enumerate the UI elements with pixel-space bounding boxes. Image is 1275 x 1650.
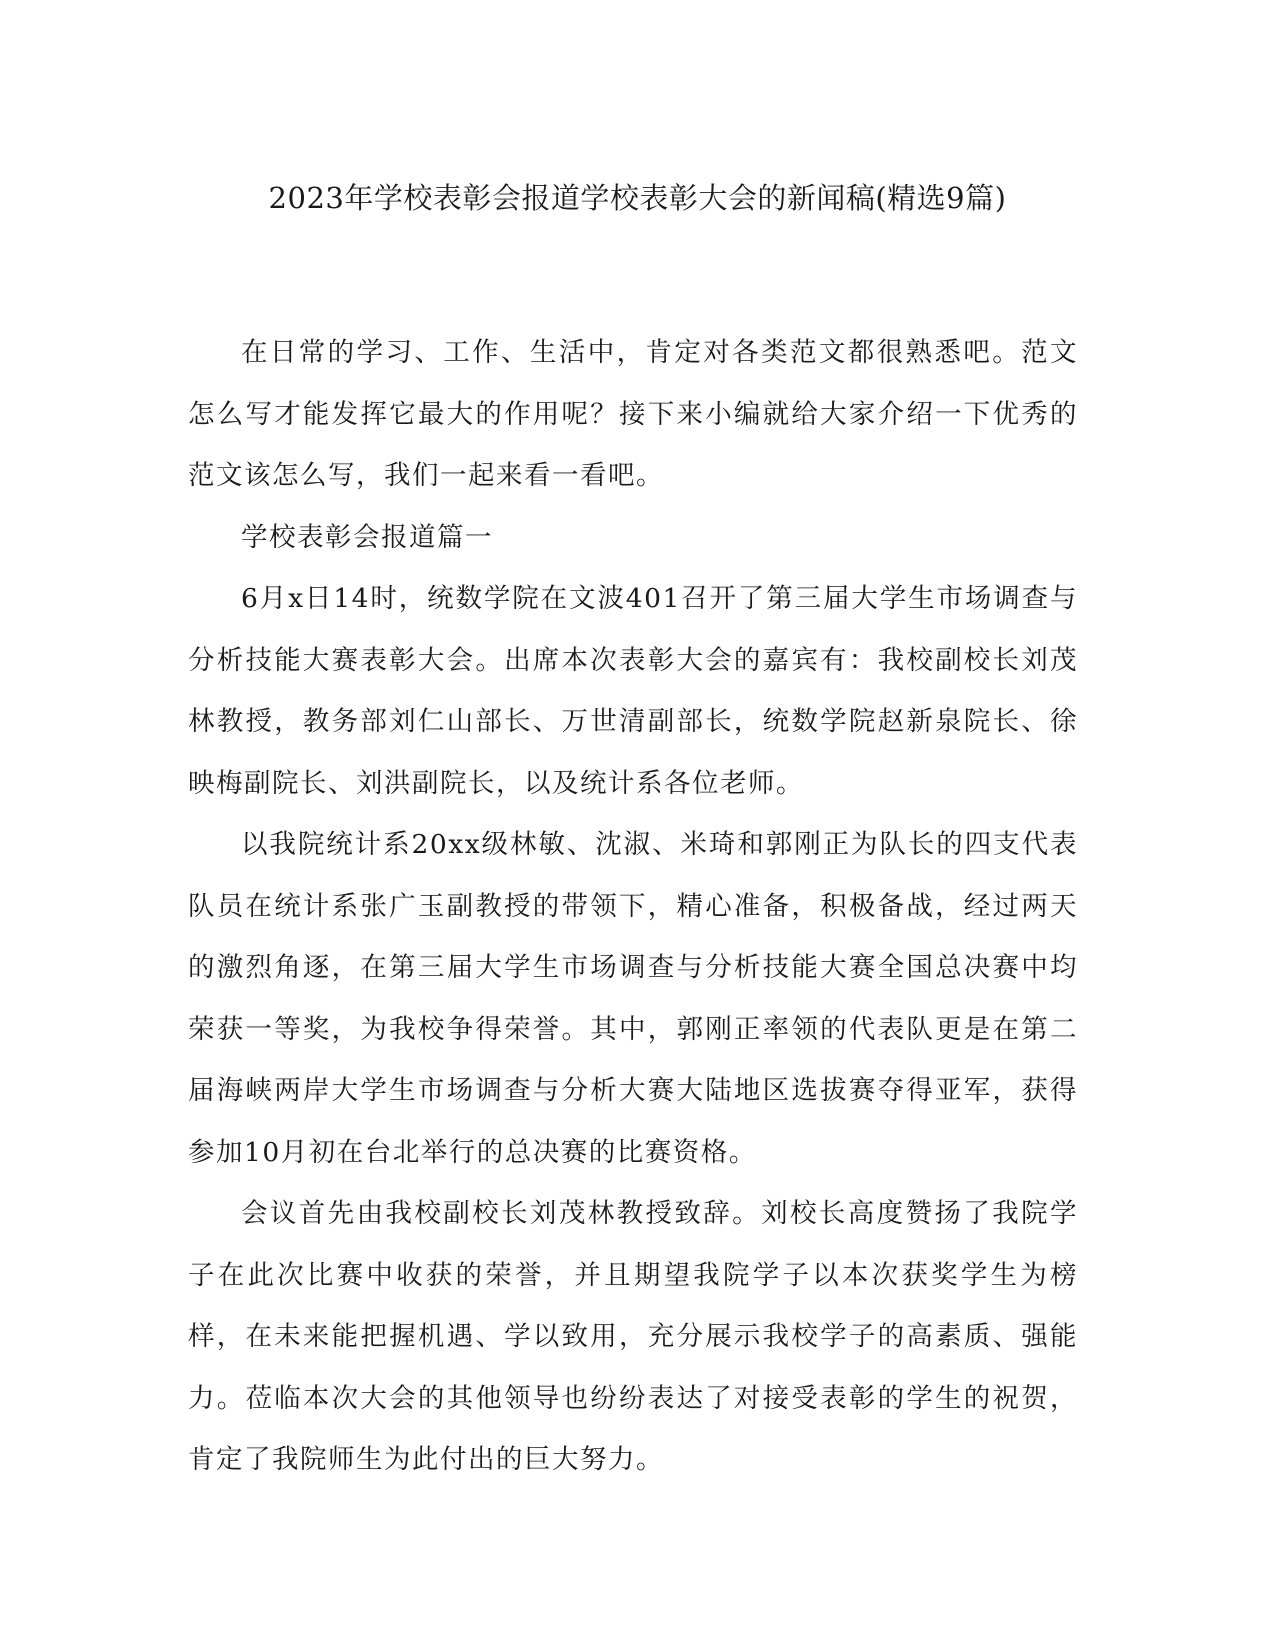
body-paragraph-2: 以我院统计系20xx级林敏、沈淑、米琦和郭刚正为队长的四支代表队员在统计系张广玉副教授的带领下，精心准备，积极备战，经过两天的激烈角逐，在第三届大学生市场调查与分析技能大赛全国总决赛中均荣获一等奖，为我校争得荣誉。其中，郭刚正率领的代表队更是在第二届海峡两岸大学生市场调查与分析大赛大陆地区选拔赛夺得亚军，获得参加10月初在台北举行的总决赛的比赛资格。 xyxy=(188,829,1078,1168)
document-title: 2023年学校表彰会报道学校表彰大会的新闻稿(精选9篇) xyxy=(268,181,1007,215)
document-body xyxy=(188,322,1078,1491)
body-paragraph-1: 6月x日14时，统数学院在文波401召开了第三届大学生市场调查与分析技能大赛表彰大会。出席本次表彰大会的嘉宾有：我校副校长刘茂林教授，教务部刘仁山部长、万世清副部长，统数学院赵新泉院长、徐映梅副院长、刘洪副院长，以及统计系各位老师。 xyxy=(188,583,1078,799)
intro-paragraph: 在日常的学习、工作、生活中，肯定对各类范文都很熟悉吧。范文怎么写才能发挥它最大的作用呢？接下来小编就给大家介绍一下优秀的范文该怎么写，我们一起来看一看吧。 xyxy=(188,337,1078,491)
body-paragraph-3: 会议首先由我校副校长刘茂林教授致辞。刘校长高度赞扬了我院学子在此次比赛中收获的荣誉，并且期望我院学子以本次获奖学生为榜样，在未来能把握机遇、学以致用，充分展示我校学子的高素质、强能力。莅临本次大会的其他领导也纷纷表达了对接受表彰的学生的祝贺，肯定了我院师生为此付出的巨大努力。 xyxy=(188,1198,1078,1475)
section-heading: 学校表彰会报道篇一 xyxy=(241,521,493,553)
